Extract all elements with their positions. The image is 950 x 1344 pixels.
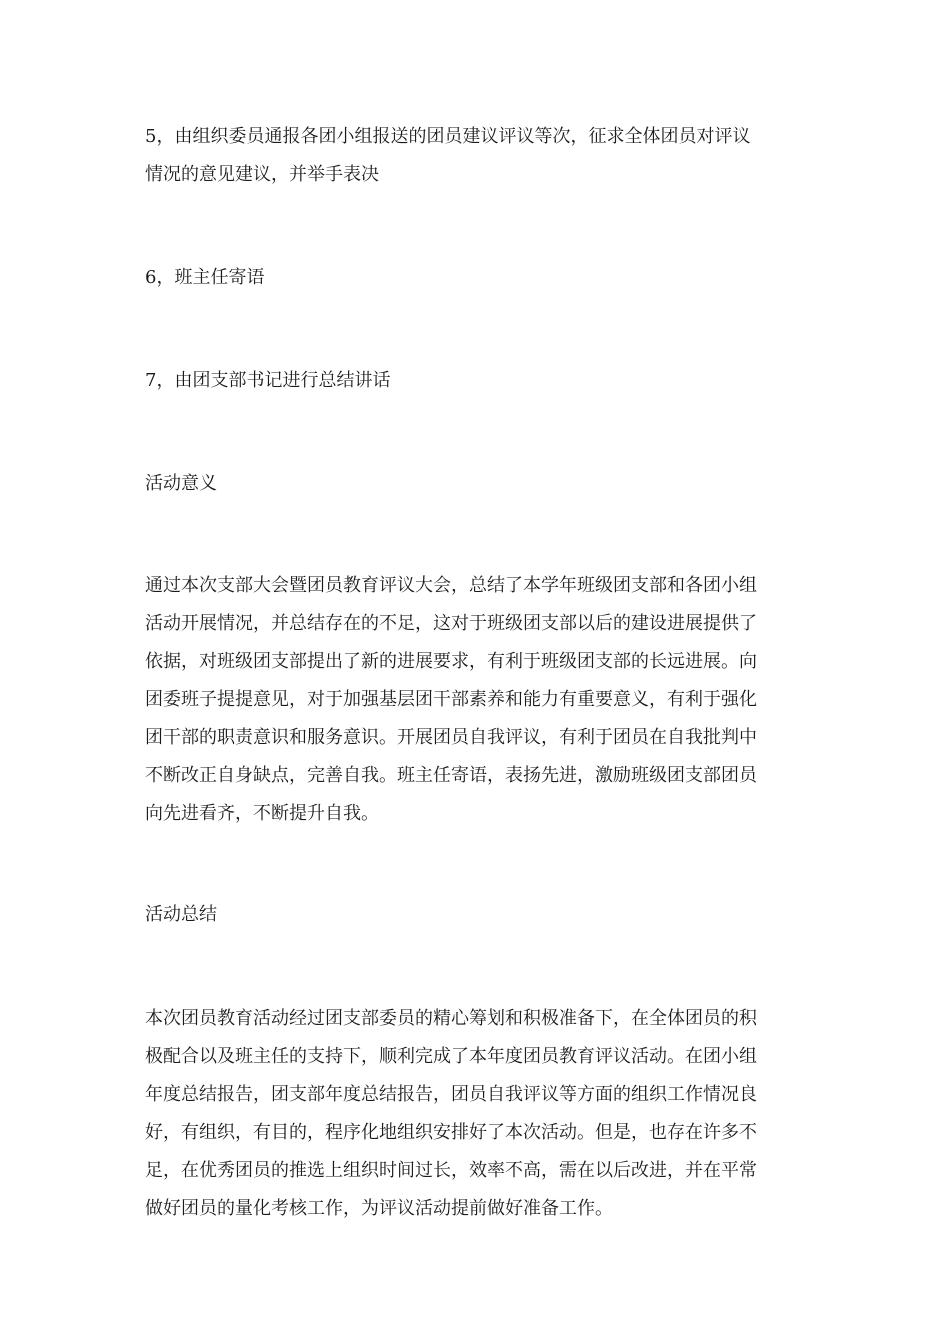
paragraph-line: 活动开展情况，并总结存在的不足，这对于班级团支部以后的建设进展提供了 <box>145 613 757 634</box>
list-item-text: 6，班主任寄语 <box>145 267 265 288</box>
paragraph-line: 5，由组织委员通报各团小组报送的团员建议评议等次，征求全体团员对评议 <box>145 126 751 147</box>
heading-text: 活动总结 <box>145 904 217 925</box>
paragraph-line: 团干部的职责意识和服务意识。开展团员自我评议，有利于团员在自我批判中 <box>145 727 757 748</box>
paragraph-line: 向先进看齐，不断提升自我。 <box>145 803 379 824</box>
paragraph-line: 不断改正自身缺点，完善自我。班主任寄语，表扬先进，激励班级团支部团员 <box>145 765 757 786</box>
paragraph-line: 好，有组织，有目的，程序化地组织安排好了本次活动。但是，也存在许多不 <box>145 1122 757 1143</box>
paragraph-line: 年度总结报告，团支部年度总结报告，团员自我评议等方面的组织工作情况良 <box>145 1084 757 1105</box>
list-item-7 <box>145 362 810 400</box>
paragraph-line: 本次团员教育活动经过团支部委员的精心筹划和积极准备下，在全体团员的积 <box>145 1008 757 1029</box>
section-heading-summary <box>145 896 810 934</box>
paragraph-line: 做好团员的量化考核工作，为评议活动提前做好准备工作。 <box>145 1198 613 1219</box>
paragraph-line: 极配合以及班主任的支持下，顺利完成了本年度团员教育评议活动。在团小组 <box>145 1046 757 1067</box>
section-heading-significance <box>145 465 810 503</box>
paragraph-significance <box>145 567 810 833</box>
paragraph-line: 情况的意见建议，并举手表决 <box>145 164 379 185</box>
paragraph-line: 足，在优秀团员的推选上组织时间过长，效率不高，需在以后改进，并在平常 <box>145 1160 757 1181</box>
paragraph-summary <box>145 1000 810 1228</box>
list-item-5 <box>145 118 810 194</box>
list-item-6 <box>145 259 810 297</box>
heading-text: 活动意义 <box>145 473 217 494</box>
list-item-text: 7，由团支部书记进行总结讲话 <box>145 370 391 391</box>
paragraph-line: 依据，对班级团支部提出了新的进展要求，有利于班级团支部的长远进展。向 <box>145 651 757 672</box>
paragraph-line: 通过本次支部大会暨团员教育评议大会，总结了本学年班级团支部和各团小组 <box>145 575 757 596</box>
paragraph-line: 团委班子提提意见，对于加强基层团干部素养和能力有重要意义，有利于强化 <box>145 689 757 710</box>
